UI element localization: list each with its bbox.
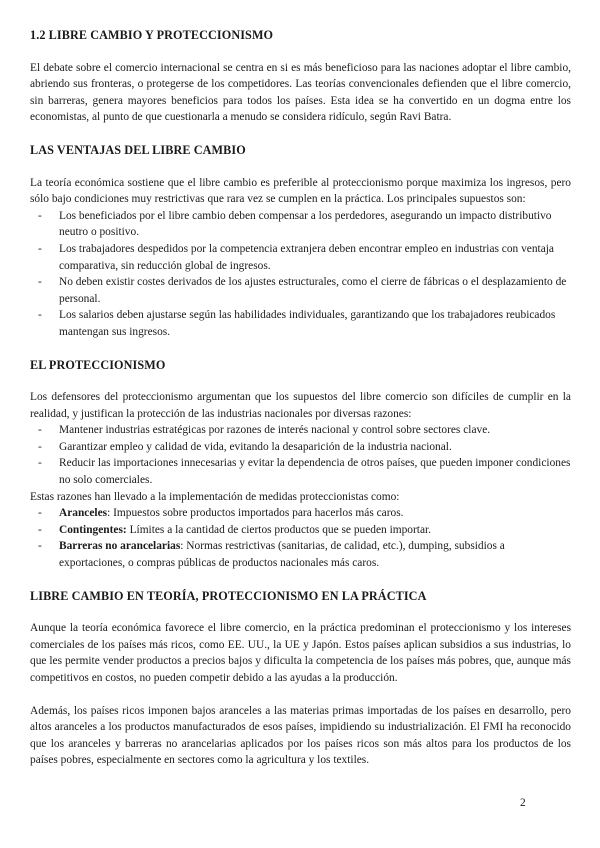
list-item: - No deben existir costes derivados de los ajustes estructurales, como el cierre de fábricas o el desplazamiento de personal. (30, 274, 571, 307)
paragraph: Los defensores del proteccionismo argumentan que los supuestos del libre comercio son difíciles de cumplir en la realidad, y justifican la protección de las industrias nacionales por diversas razones: (30, 391, 571, 420)
list-item: - Mantener industrias estratégicas por razones de interés nacional y control sobre sectores clave. (30, 422, 571, 439)
list-item (30, 538, 571, 571)
section-heading: LAS VENTAJAS DEL LIBRE CAMBIO (30, 142, 246, 157)
list-item: - Los beneficiados por el libre cambio deben compensar a los perdedores, asegurando un impacto distributivo neutro o positivo. (30, 208, 571, 241)
term-description: : Normas restrictivas (sanitarias, de calidad, etc.), dumping, subsidios a exportaciones, o compras públicas de productos nacionales más caros. (59, 540, 505, 570)
section-heading: EL PROTECCIONISMO (30, 357, 166, 372)
list-item (30, 522, 571, 539)
term-description: : Impuestos sobre productos importados para hacerlos más caros. (107, 507, 404, 520)
measures-list (30, 505, 571, 571)
section-heading: LIBRE CAMBIO EN TEORÍA, PROTECCIONISMO EN LA PRÁCTICA (30, 588, 427, 603)
list-item: - Garantizar empleo y calidad de vida, evitando la desaparición de la industria nacional. (30, 439, 571, 456)
page-number: 2 (520, 797, 526, 809)
section-heading: 1.2 LIBRE CAMBIO Y PROTECCIONISMO (30, 28, 274, 42)
list-item: - Los trabajadores despedidos por la competencia extranjera deben encontrar empleo en industrias con ventaja comparativa, sin reducción global de ingresos. (30, 241, 571, 274)
term: Barreras no arancelarias (59, 540, 181, 553)
list-item (30, 505, 571, 522)
section-teoria-practica (30, 588, 571, 769)
term: Aranceles (59, 507, 108, 520)
list-item: - Reducir las importaciones innecesarias y evitar la dependencia de otros países, que pueden imponer condiciones no solo comerciales. (30, 455, 571, 488)
term: Contingentes: (59, 523, 127, 536)
assumptions-list (30, 208, 571, 341)
paragraph: El debate sobre el comercio internacional se centra en si es más beneficioso para las naciones adoptar el libre cambio, abriendo sus fronteras, o protegerse de los competidores. Las teorías convencionales defienden que el libre comercio, sin barreras, genera mayores beneficios para todos los países. Esta idea se ha convertido en un dogma entre los economistas, al punto de que cuestionarla a menudo se considera ridículo, según Ravi Batra. (30, 61, 571, 124)
paragraph: Aunque la teoría económica favorece el libre comercio, en la práctica predominan el proteccionismo y los intereses comerciales de los países más ricos, como EE. UU., la UE y Japón. Estos países aplican subsidios a sus industrias, lo que les permite vender productos a precios bajos y dificulta la competencia de los países más pobres, que, aunque más competitivos en costos, no pueden competir debido a las ayudas a la producción. (30, 622, 571, 684)
section-ventajas-libre-cambio (30, 142, 571, 341)
document-page (30, 27, 571, 769)
paragraph: La teoría económica sostiene que el libre cambio es preferible al proteccionismo porque maximiza los ingresos, pero sólo bajo condiciones muy restrictivas que rara vez se cumplen en la práctica. Los principales supuestos son: (30, 176, 571, 206)
section-libre-cambio-proteccionismo (30, 27, 571, 126)
reasons-list (30, 422, 571, 488)
section-proteccionismo (30, 357, 571, 572)
paragraph: Estas razones han llevado a la implementación de medidas proteccionistas como: (30, 490, 400, 503)
term-description: Límites a la cantidad de ciertos productos que se pueden importar. (126, 523, 432, 536)
list-item: - Los salarios deben ajustarse según las habilidades individuales, garantizando que los trabajadores reubicados mantengan sus ingresos. (30, 307, 571, 340)
paragraph: Además, los países ricos imponen bajos aranceles a las materias primas importadas de los países en desarrollo, pero altos aranceles a los productos manufacturados de esos países, impidiendo su industrialización. El FMI ha reconocido que los aranceles y barreras no arancelarias aplicados por los países ricos son más altos para los productos de los países pobres, especialmente en sectores como la agricultura y los textiles. (30, 704, 571, 767)
